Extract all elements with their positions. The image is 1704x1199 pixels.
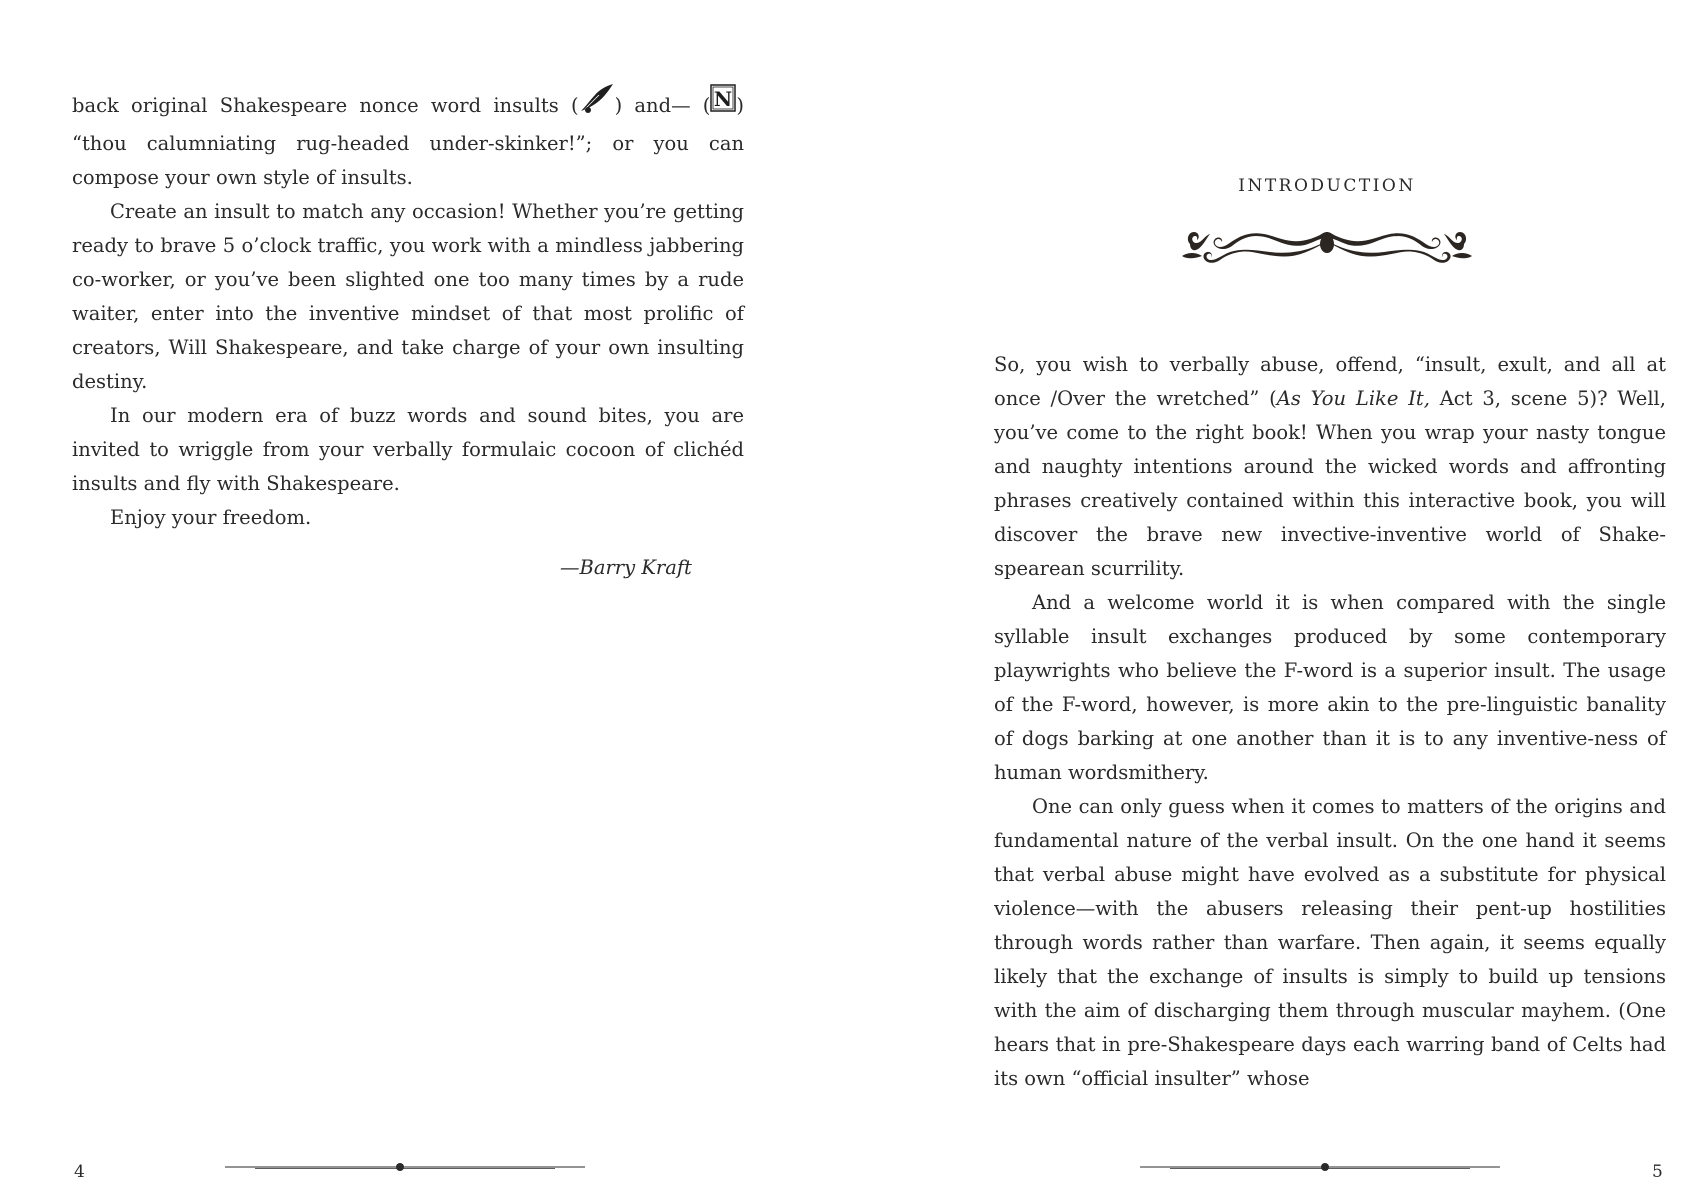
right-p1-post: Act 3, scene 5)? Well, you’ve come to the right book! When you wrap your nasty tongue and naughty intentions around the wicked words and affronting phrases creatively contained within this interactive book, you will discover the brave new invective-inventive world of Shake-spearean scurrility. (994, 387, 1666, 580)
right-p1-pre: So, you wish to verbally abuse, offend, “insult, exult, and all at once /Over the wretched” ( (994, 353, 1666, 410)
flourish-ornament-icon (1182, 222, 1472, 268)
left-footer-rule (225, 1160, 585, 1174)
quill-icon (579, 83, 615, 124)
left-page-number: 4 (74, 1162, 85, 1182)
svg-text:N: N (714, 87, 733, 111)
right-footer-rule (1140, 1160, 1500, 1174)
left-p1-pre: back original Shakespeare nonce word insults ( (72, 94, 579, 117)
play-title: As You Like It, (1276, 387, 1430, 410)
left-paragraph-2: Create an insult to match any occasion! Whether you’re getting ready to brave 5 o’clock traffic, you work with a mindless jabbering co-worker, or you’ve been slighted one too many times by a rude waiter, enter into the inventive mindset of that most prolific of creators, Will Shakespeare, and take charge of your own insulting destiny. (72, 200, 744, 393)
left-paragraph-4: Enjoy your freedom. (110, 506, 312, 529)
right-paragraph-3: One can only guess when it comes to matters of the origins and fundamental nature of the verbal insult. On the one hand it seems that verbal abuse might have evolved as a substitute for physical violence—with the abusers releasing their pent-up hostilities through words rather than warfare. Then again, it seems equally likely that the exchange of insults is simply to build up tensions with the aim of discharging them through muscular mayhem. (One hears that in pre-Shakespeare days each warring band of Celts had its own “official insulter” whose (994, 795, 1666, 1090)
left-p1-post: ) “thou calumniating rug-headed under-skinker!”; or you can compose your own style of insults. (72, 94, 744, 189)
section-title: INTRODUCTION (1238, 176, 1416, 196)
right-page-number: 5 (1652, 1162, 1663, 1182)
author-signature: —Barry Kraft (560, 556, 692, 579)
right-paragraph-1 (994, 348, 1666, 586)
right-paragraph-2: And a welcome world it is when compared with the single syllable insult exchanges produced by some contemporary playwrights who believe the F-word is a superior insult. The usage of the F-word, however, is more akin to the pre-linguistic banality of dogs barking at one another than it is to any inventive-ness of human wordsmithery. (994, 591, 1666, 784)
n-badge-icon (710, 84, 736, 123)
left-body-text (72, 86, 744, 535)
left-paragraph-1 (72, 86, 744, 195)
left-p1-mid: ) and— ( (614, 94, 711, 117)
right-page (852, 0, 1704, 1199)
right-body-text (994, 348, 1666, 1096)
left-paragraph-3: In our modern era of buzz words and sound bites, you are invited to wriggle from your verbally formulaic cocoon of clichéd insults and fly with Shakespeare. (72, 404, 744, 495)
